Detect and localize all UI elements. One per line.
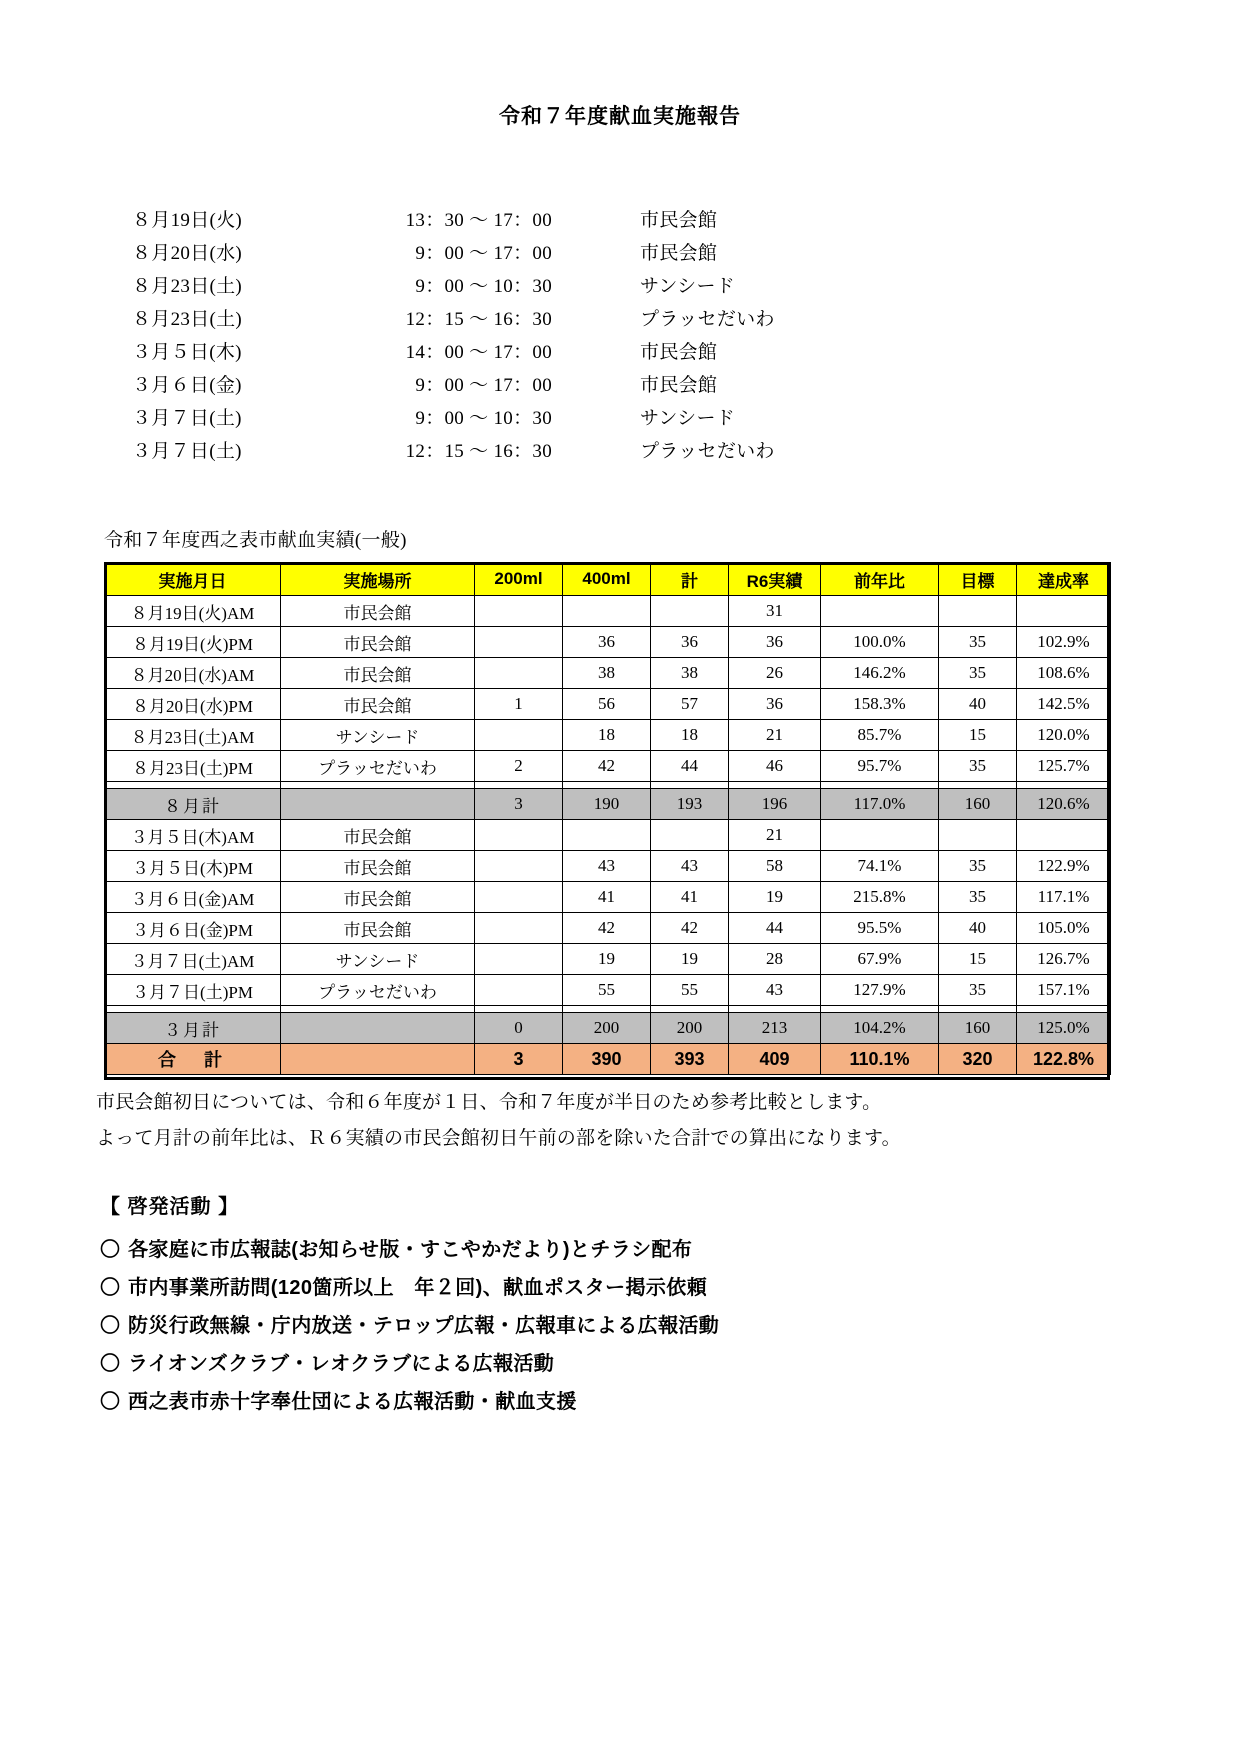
table-header	[105, 563, 1111, 596]
cell-rate: 102.9%	[1017, 627, 1111, 658]
cell-400ml: 43	[563, 851, 651, 882]
column-header-place: 実施場所	[281, 563, 475, 596]
cell-r6: 213	[729, 1013, 821, 1044]
cell-goal: 15	[939, 720, 1017, 751]
cell-goal	[939, 820, 1017, 851]
cell-200ml	[475, 627, 563, 658]
cell-r6: 36	[729, 627, 821, 658]
spacer-cell	[651, 782, 729, 789]
promotion-heading: 【 啓発活動 】	[100, 1196, 240, 1218]
cell-200ml	[475, 975, 563, 1006]
cell-r6: 21	[729, 720, 821, 751]
table-spacer-row	[105, 1006, 1111, 1013]
cell-date: ３月７日(土)AM	[105, 944, 281, 975]
cell-goal	[939, 596, 1017, 627]
spacer-cell	[105, 1006, 281, 1013]
cell-date: ８月23日(土)PM	[105, 751, 281, 782]
cell-200ml: 0	[475, 1013, 563, 1044]
column-header-total: 計	[651, 563, 729, 596]
cell-goal: 35	[939, 751, 1017, 782]
spacer-cell	[729, 1006, 821, 1013]
cell-place	[281, 789, 475, 820]
cell-date: ３月６日(金)AM	[105, 882, 281, 913]
cell-rate: 157.1%	[1017, 975, 1111, 1006]
cell-date: ３月計	[105, 1013, 281, 1044]
schedule-row	[132, 403, 832, 436]
cell-place: 市民会館	[281, 689, 475, 720]
cell-place: 市民会館	[281, 913, 475, 944]
schedule-row	[132, 370, 832, 403]
schedule-time: 12：15 ～ 16：30	[405, 441, 552, 462]
cell-date: ３月６日(金)PM	[105, 913, 281, 944]
cell-place: 市民会館	[281, 882, 475, 913]
cell-total: 55	[651, 975, 729, 1006]
schedule-date: ８月19日(火)	[132, 210, 243, 231]
spacer-cell	[651, 1006, 729, 1013]
schedule-date: ８月23日(土)	[132, 276, 243, 297]
table-row	[105, 851, 1111, 882]
cell-total	[651, 820, 729, 851]
promotion-section	[100, 1190, 1100, 1421]
cell-r6: 19	[729, 882, 821, 913]
cell-400ml: 190	[563, 789, 651, 820]
cell-date: ８月19日(火)PM	[105, 627, 281, 658]
promotion-item	[100, 1269, 1100, 1307]
schedule-list	[132, 205, 832, 469]
schedule-time: 9：00 ～ 10：30	[415, 408, 552, 429]
cell-total: 41	[651, 882, 729, 913]
promotion-item-label: 防災行政無線・庁内放送・テロップ広報・広報車による広報活動	[128, 1315, 720, 1337]
column-header-goal: 目標	[939, 563, 1017, 596]
cell-date: 合 計	[105, 1044, 281, 1075]
cell-200ml	[475, 882, 563, 913]
bullet-icon: 〇	[100, 1391, 121, 1413]
cell-r6: 31	[729, 596, 821, 627]
spacer-cell	[939, 1006, 1017, 1013]
cell-yoy	[821, 596, 939, 627]
cell-rate: 122.9%	[1017, 851, 1111, 882]
table-subtotal-row	[105, 1013, 1111, 1044]
cell-r6: 196	[729, 789, 821, 820]
cell-400ml: 36	[563, 627, 651, 658]
footnote: 市民会館初日については、令和６年度が１日、令和７年度が半日のため参考比較とします。	[96, 1092, 882, 1113]
table-row	[105, 882, 1111, 913]
cell-yoy: 67.9%	[821, 944, 939, 975]
cell-yoy: 95.5%	[821, 913, 939, 944]
cell-goal: 35	[939, 975, 1017, 1006]
cell-total: 38	[651, 658, 729, 689]
table-row	[105, 913, 1111, 944]
cell-total	[651, 596, 729, 627]
cell-200ml	[475, 913, 563, 944]
cell-400ml: 42	[563, 751, 651, 782]
spacer-cell	[475, 1006, 563, 1013]
cell-rate: 105.0%	[1017, 913, 1111, 944]
cell-400ml: 18	[563, 720, 651, 751]
table-row	[105, 627, 1111, 658]
cell-200ml: 3	[475, 1044, 563, 1075]
cell-r6: 21	[729, 820, 821, 851]
cell-yoy: 158.3%	[821, 689, 939, 720]
cell-rate: 117.1%	[1017, 882, 1111, 913]
bullet-icon: 〇	[100, 1239, 121, 1261]
cell-200ml	[475, 851, 563, 882]
schedule-time: 9：00 ～ 17：00	[415, 375, 552, 396]
cell-rate: 122.8%	[1017, 1044, 1111, 1075]
column-header-date: 実施月日	[105, 563, 281, 596]
cell-goal: 15	[939, 944, 1017, 975]
cell-total: 43	[651, 851, 729, 882]
schedule-date: ３月６日(金)	[132, 375, 242, 396]
cell-total: 36	[651, 627, 729, 658]
cell-date: ３月５日(木)PM	[105, 851, 281, 882]
cell-date: ３月７日(土)PM	[105, 975, 281, 1006]
cell-rate: 142.5%	[1017, 689, 1111, 720]
schedule-row	[132, 304, 832, 337]
cell-place: 市民会館	[281, 627, 475, 658]
spacer-cell	[821, 1006, 939, 1013]
blood-results-table-wrap	[104, 562, 1110, 1075]
schedule-row	[132, 337, 832, 370]
cell-200ml: 3	[475, 789, 563, 820]
column-header-rate: 達成率	[1017, 563, 1111, 596]
cell-goal: 160	[939, 1013, 1017, 1044]
cell-total: 42	[651, 913, 729, 944]
table-caption: 令和７年度西之表市献血実績(一般)	[104, 530, 407, 551]
bullet-icon: 〇	[100, 1315, 121, 1337]
cell-place: サンシード	[281, 720, 475, 751]
schedule-time: 9：00 ～ 17：00	[415, 243, 552, 264]
cell-total: 200	[651, 1013, 729, 1044]
spacer-cell	[281, 1006, 475, 1013]
schedule-place: サンシード	[640, 276, 736, 297]
cell-yoy: 74.1%	[821, 851, 939, 882]
cell-total: 19	[651, 944, 729, 975]
column-header-r6: R6実績	[729, 563, 821, 596]
cell-yoy: 95.7%	[821, 751, 939, 782]
cell-goal: 35	[939, 882, 1017, 913]
cell-r6: 36	[729, 689, 821, 720]
cell-r6: 26	[729, 658, 821, 689]
schedule-place: 市民会館	[640, 342, 718, 363]
cell-yoy: 146.2%	[821, 658, 939, 689]
cell-total: 44	[651, 751, 729, 782]
table-row	[105, 751, 1111, 782]
cell-date: ８月20日(水)PM	[105, 689, 281, 720]
page-title: 令和７年度献血実施報告	[499, 105, 741, 128]
cell-yoy: 127.9%	[821, 975, 939, 1006]
table-header-row	[105, 563, 1111, 596]
table-spacer-row	[105, 782, 1111, 789]
cell-goal: 40	[939, 689, 1017, 720]
cell-r6: 28	[729, 944, 821, 975]
cell-200ml	[475, 596, 563, 627]
schedule-date: ８月20日(水)	[132, 243, 243, 264]
cell-goal: 35	[939, 658, 1017, 689]
spacer-cell	[563, 1006, 651, 1013]
cell-200ml: 1	[475, 689, 563, 720]
cell-rate: 120.6%	[1017, 789, 1111, 820]
cell-total: 57	[651, 689, 729, 720]
promotion-item	[100, 1307, 1100, 1345]
schedule-place: プラッセだいわ	[640, 309, 775, 330]
cell-400ml: 19	[563, 944, 651, 975]
cell-date: ３月５日(木)AM	[105, 820, 281, 851]
spacer-cell	[939, 782, 1017, 789]
cell-r6: 44	[729, 913, 821, 944]
bullet-icon: 〇	[100, 1353, 121, 1375]
cell-yoy: 100.0%	[821, 627, 939, 658]
bullet-icon: 〇	[100, 1277, 121, 1299]
table-body	[105, 596, 1111, 1075]
cell-400ml: 200	[563, 1013, 651, 1044]
cell-yoy: 117.0%	[821, 789, 939, 820]
cell-place: プラッセだいわ	[281, 751, 475, 782]
table-row	[105, 689, 1111, 720]
spacer-cell	[1017, 782, 1111, 789]
cell-rate	[1017, 596, 1111, 627]
schedule-time: 12：15 ～ 16：30	[405, 309, 552, 330]
cell-yoy: 85.7%	[821, 720, 939, 751]
cell-date: ８月計	[105, 789, 281, 820]
table-row	[105, 658, 1111, 689]
spacer-cell	[475, 782, 563, 789]
cell-200ml	[475, 820, 563, 851]
cell-rate: 120.0%	[1017, 720, 1111, 751]
spacer-cell	[1017, 1006, 1111, 1013]
schedule-time: 14：00 ～ 17：00	[405, 342, 552, 363]
schedule-time: 9：00 ～ 10：30	[415, 276, 552, 297]
cell-place: 市民会館	[281, 851, 475, 882]
column-header-yoy: 前年比	[821, 563, 939, 596]
cell-200ml	[475, 658, 563, 689]
cell-400ml: 55	[563, 975, 651, 1006]
spacer-cell	[821, 782, 939, 789]
cell-date: ８月19日(火)AM	[105, 596, 281, 627]
promotion-item	[100, 1383, 1100, 1421]
cell-400ml: 390	[563, 1044, 651, 1075]
blood-results-table	[104, 562, 1111, 1075]
footnote: よって月計の前年比は、Ｒ６実績の市民会館初日午前の部を除いた合計での算出になります。	[96, 1128, 901, 1149]
cell-400ml: 42	[563, 913, 651, 944]
schedule-date: ３月７日(土)	[132, 408, 242, 429]
cell-200ml: 2	[475, 751, 563, 782]
schedule-row	[132, 205, 832, 238]
promotion-item-label: 市内事業所訪問(120箇所以上 年２回)、献血ポスター掲示依頼	[128, 1277, 708, 1299]
cell-goal: 35	[939, 627, 1017, 658]
cell-yoy: 110.1%	[821, 1044, 939, 1075]
schedule-place: サンシード	[640, 408, 736, 429]
schedule-row	[132, 271, 832, 304]
cell-200ml	[475, 944, 563, 975]
cell-r6: 43	[729, 975, 821, 1006]
table-row	[105, 975, 1111, 1006]
cell-r6: 46	[729, 751, 821, 782]
cell-200ml	[475, 720, 563, 751]
footnotes	[96, 1085, 1156, 1157]
schedule-row	[132, 436, 832, 469]
cell-date: ８月23日(土)AM	[105, 720, 281, 751]
schedule-place: プラッセだいわ	[640, 441, 775, 462]
cell-rate: 108.6%	[1017, 658, 1111, 689]
schedule-place: 市民会館	[640, 243, 718, 264]
cell-400ml	[563, 820, 651, 851]
cell-place	[281, 1013, 475, 1044]
promotion-item-label: 各家庭に市広報誌(お知らせ版・すこやかだより)とチラシ配布	[128, 1239, 693, 1261]
column-header-200ml: 200ml	[475, 563, 563, 596]
cell-total: 193	[651, 789, 729, 820]
spacer-cell	[563, 782, 651, 789]
cell-yoy: 215.8%	[821, 882, 939, 913]
cell-place: 市民会館	[281, 658, 475, 689]
cell-goal: 160	[939, 789, 1017, 820]
cell-400ml: 41	[563, 882, 651, 913]
table-subtotal-row	[105, 789, 1111, 820]
cell-place	[281, 1044, 475, 1075]
cell-place: 市民会館	[281, 596, 475, 627]
schedule-date: ３月５日(木)	[132, 342, 242, 363]
cell-yoy: 104.2%	[821, 1013, 939, 1044]
spacer-cell	[105, 782, 281, 789]
promotion-list	[100, 1231, 1100, 1421]
schedule-time: 13：30 ～ 17：00	[405, 210, 552, 231]
promotion-item	[100, 1231, 1100, 1269]
cell-place: 市民会館	[281, 820, 475, 851]
cell-date: ８月20日(水)AM	[105, 658, 281, 689]
cell-total: 393	[651, 1044, 729, 1075]
table-row	[105, 720, 1111, 751]
table-grand-total-row	[105, 1044, 1111, 1075]
cell-goal: 40	[939, 913, 1017, 944]
cell-r6: 58	[729, 851, 821, 882]
cell-400ml: 56	[563, 689, 651, 720]
table-row	[105, 944, 1111, 975]
cell-r6: 409	[729, 1044, 821, 1075]
promotion-item-label: ライオンズクラブ・レオクラブによる広報活動	[128, 1353, 555, 1375]
cell-400ml: 38	[563, 658, 651, 689]
schedule-date: ３月７日(土)	[132, 441, 242, 462]
cell-place: プラッセだいわ	[281, 975, 475, 1006]
cell-rate: 126.7%	[1017, 944, 1111, 975]
promotion-item	[100, 1345, 1100, 1383]
schedule-row	[132, 238, 832, 271]
cell-place: サンシード	[281, 944, 475, 975]
cell-goal: 35	[939, 851, 1017, 882]
cell-400ml	[563, 596, 651, 627]
promotion-item-label: 西之表市赤十字奉仕団による広報活動・献血支援	[128, 1391, 577, 1413]
cell-yoy	[821, 820, 939, 851]
schedule-place: 市民会館	[640, 210, 718, 231]
cell-rate: 125.7%	[1017, 751, 1111, 782]
spacer-cell	[281, 782, 475, 789]
schedule-date: ８月23日(土)	[132, 309, 243, 330]
spacer-cell	[729, 782, 821, 789]
schedule-place: 市民会館	[640, 375, 718, 396]
cell-rate: 125.0%	[1017, 1013, 1111, 1044]
table-row	[105, 596, 1111, 627]
cell-goal: 320	[939, 1044, 1017, 1075]
cell-rate	[1017, 820, 1111, 851]
table-row	[105, 820, 1111, 851]
column-header-400ml: 400ml	[563, 563, 651, 596]
cell-total: 18	[651, 720, 729, 751]
